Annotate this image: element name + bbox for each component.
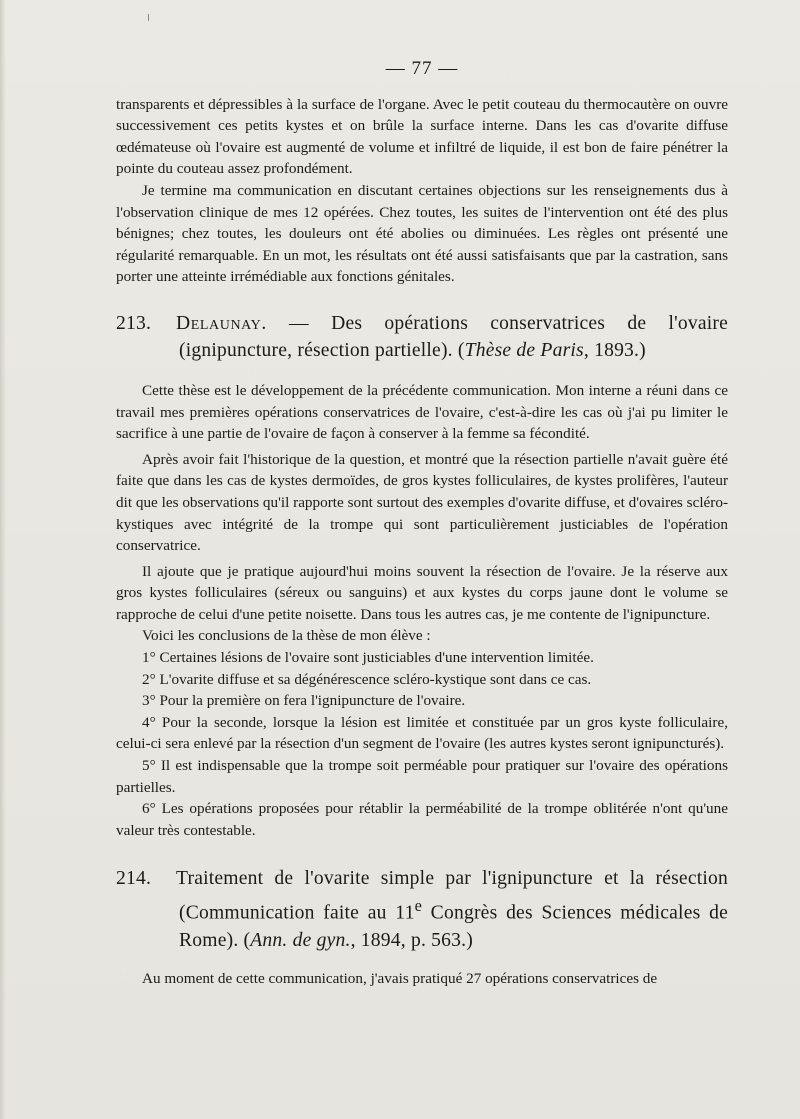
conclusion-item: 2° L'ovarite diffuse et sa dégénérescence scléro-kystique sont dans ce cas. xyxy=(142,670,592,688)
entry-213-paragraph: Après avoir fait l'historique de la question, et montré que la résection partielle n'avait guère été faite que dans les cas de kystes dermoïdes, de gros kystes folliculaires, de kystes prolifères, l'auteur dit que les observations qu'il rapporte sont surtout des exemples d'ovarite diffuse, et d'ovaires scléro-kystiques avec intégrité de la trompe qui sont particulièrement justiciables de l'opération conservatrice. xyxy=(116,450,728,555)
entry-213-title: — Des opérations conservatrices de l'ovaire (ignipuncture, résection partielle). ( xyxy=(179,312,728,361)
conclusion-item: 1° Certaines lésions de l'ovaire sont justiciables d'une intervention limitée. xyxy=(142,649,594,667)
conclusion-item: 5° Il est indispensable que la trompe soit perméable pour pratiquer sur l'ovaire des opérations partielles. xyxy=(116,757,728,796)
entry-214-year: , 1894, p. 563.) xyxy=(350,929,473,951)
conclusion-item: 6° Les opérations proposées pour rétablir la perméabilité de la trompe oblitérée n'ont qu'une valeur très contestable. xyxy=(116,800,728,839)
closing-paragraph: Je termine ma communication en discutant certaines objections sur les renseignements dus à l'observation clinique de mes 12 opérées. Chez toutes, les suites de l'intervention ont été des plus bénignes; chez toutes, les douleurs ont été abolies ou diminuées. Les règles ont présenté une régularité remarquable. En un mot, les résultats ont été aussi satisfaisants que par la castration, sans porter une atteinte irrémédiable aux fonctions génitales. xyxy=(116,181,728,286)
entry-213-year: , 1893.) xyxy=(583,339,646,361)
entry-214-superscript: e xyxy=(414,896,423,916)
entry-214-number: 214. xyxy=(116,868,152,890)
entry-214-paragraph: Au moment de cette communication, j'avais pratiqué 27 opérations conservatrices de xyxy=(142,969,658,987)
entry-213-paragraph: Voici les conclusions de la thèse de mon élève : xyxy=(142,627,431,645)
page-spine-shadow xyxy=(0,0,6,1119)
entry-214-heading xyxy=(116,865,728,954)
entry-213-number: 213. xyxy=(116,312,152,334)
entry-213-heading xyxy=(116,310,728,364)
entry-213-author: Delaunay. xyxy=(176,312,267,334)
entry-213-paragraph: Il ajoute que je pratique aujourd'hui moins souvent la résection de l'ovaire. Je la réserve aux gros kystes folliculaires (séreux ou sanguins) et aux kystes du corps jaune dont le volume se rapproche de celui d'une petite noisette. Dans tous les autres cas, je me contente de l'ignipuncture. xyxy=(116,562,728,623)
entry-213-paragraph: Cette thèse est le développement de la précédente communication. Mon interne a réuni dans ce travail mes premières opérations conservatrices de l'ovaire, c'est-à-dire les cas où j'ai pu limiter le sacrifice à une partie de l'ovaire de façon à conserver à la femme sa fécondité. xyxy=(116,381,728,443)
conclusion-item: 4° Pour la seconde, lorsque la lésion est limitée et constituée par un gros kyste folliculaire, celui-ci sera enlevé par la résection d'un segment de l'ovaire (les autres kystes seront ignipuncturés). xyxy=(116,713,728,753)
entry-213-source: Thèse de Paris xyxy=(464,339,584,361)
entry-213-body xyxy=(116,380,728,841)
entry-214-title-rest: Congrès des Sciences médicales de Rome). ( xyxy=(179,902,728,951)
conclusion-item: 3° Pour la première on fera l'ignipuncture de l'ovaire. xyxy=(142,692,466,710)
entry-214-source: Ann. de gyn. xyxy=(250,929,351,951)
page-content xyxy=(116,58,728,990)
entry-214-title: Traitement de l'ovarite simple par l'ignipuncture et la résection (Communication faite au 11 xyxy=(176,868,728,924)
continued-paragraph: transparents et dépressibles à la surface de l'organe. Avec le petit couteau du thermocautère on ouvre successivement ces petits kystes et on brûle la surface interne. Dans les cas d'ovarite diffuse œdémateuse où l'ovaire est augmenté de volume et infiltré de liquide, il est bon de faire pénétrer la pointe du couteau assez profondément. xyxy=(116,95,728,178)
margin-mark xyxy=(148,14,149,21)
page-number: — 77 — xyxy=(385,58,459,79)
